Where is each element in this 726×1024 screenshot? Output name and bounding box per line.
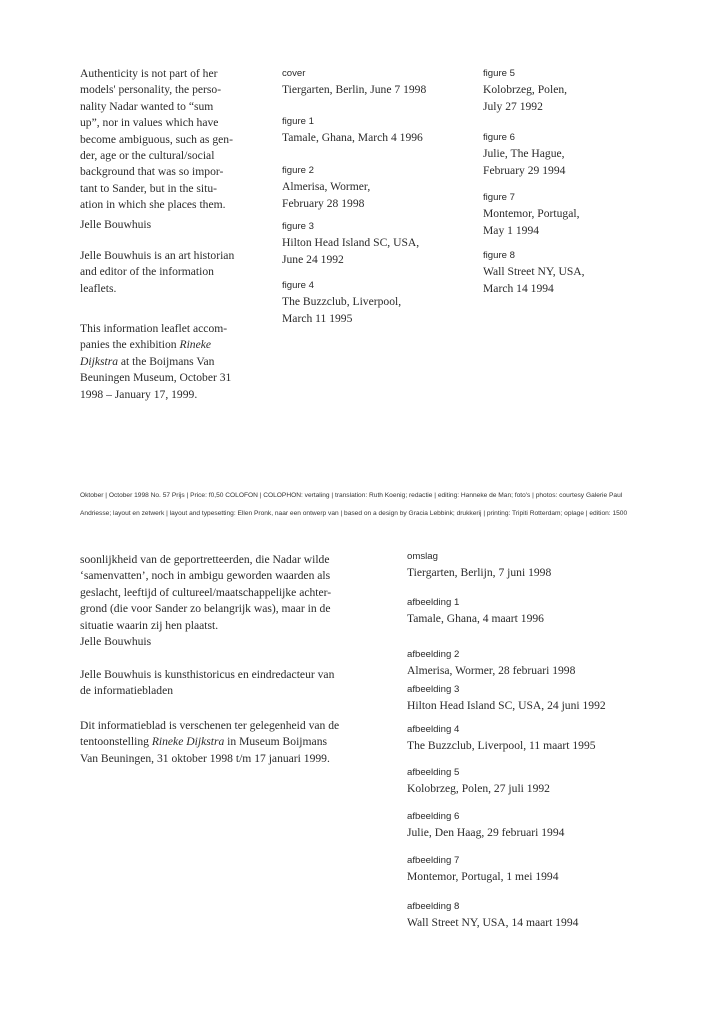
caption-figure-7 xyxy=(483,190,579,239)
caption-afbeelding-1 xyxy=(407,595,544,628)
text-line xyxy=(80,321,231,337)
caption-afbeelding-6 xyxy=(407,809,564,842)
caption-label: afbeelding 2 xyxy=(407,649,460,660)
text-line: and editor of the information xyxy=(80,265,214,279)
caption-figure-1 xyxy=(282,114,423,147)
text-line: ‘samenvatten’, noch in ambigu geworden waarden als xyxy=(80,569,331,583)
text-line: leaflets. xyxy=(80,281,117,295)
text-line: Kolobrzeg, Polen, xyxy=(483,83,568,97)
text-line: situatie waarin zij hen plaatst. xyxy=(80,618,219,632)
text-segment: at the Boijmans Van xyxy=(118,354,215,368)
text-line: ation in which she places them. xyxy=(80,198,226,212)
text-line: Julie, Den Haag, 29 februari 1994 xyxy=(407,826,565,840)
caption-afbeelding-3 xyxy=(407,682,606,715)
text-line xyxy=(80,734,339,750)
dutch-author-name xyxy=(80,634,151,650)
english-author-bio xyxy=(80,248,234,297)
text-line: models' personality, the perso- xyxy=(80,83,222,97)
text-line: de informatiebladen xyxy=(80,684,174,698)
caption-label: figure 8 xyxy=(483,250,515,261)
text-line: tant to Sander, but in the situ- xyxy=(80,181,218,195)
caption-label: afbeelding 5 xyxy=(407,767,460,778)
caption-cover xyxy=(282,66,426,99)
caption-label: figure 3 xyxy=(282,221,314,232)
text-line: Tiergarten, Berlin, June 7 1998 xyxy=(282,83,427,97)
caption-label: afbeelding 6 xyxy=(407,811,460,822)
text-line xyxy=(80,718,339,734)
english-paragraph-intro xyxy=(80,66,233,214)
caption-figure-4 xyxy=(282,278,401,327)
text-line: Wall Street NY, USA, xyxy=(483,265,585,279)
text-line: March 14 1994 xyxy=(483,281,554,295)
text-line: July 27 1992 xyxy=(483,99,543,113)
text-line: Jelle Bouwhuis is kunsthistoricus en eindredacteur van xyxy=(80,668,335,681)
text-line: Authenticity is not part of her xyxy=(80,67,218,80)
caption-label: figure 6 xyxy=(483,132,515,143)
text-line: Hilton Head Island SC, USA, xyxy=(282,236,420,250)
text-line: der, age or the cultural/social xyxy=(80,148,215,162)
caption-figure-6 xyxy=(483,130,565,179)
caption-label: omslag xyxy=(407,551,438,562)
text-line: nality Nadar wanted to “sum xyxy=(80,99,214,113)
caption-label: figure 5 xyxy=(483,68,515,79)
text-line: The Buzzclub, Liverpool, 11 maart 1995 xyxy=(407,739,596,753)
text-line: The Buzzclub, Liverpool, xyxy=(282,295,402,309)
text-line xyxy=(80,387,231,403)
text-line: Montemor, Portugal, 1 mei 1994 xyxy=(407,870,559,884)
text-line: Kolobrzeg, Polen, 27 juli 1992 xyxy=(407,782,550,796)
text-line: soonlijkheid van de geportretteerden, die Nadar wilde xyxy=(80,553,330,566)
caption-label: figure 7 xyxy=(483,192,515,203)
text-line xyxy=(80,337,231,353)
text-line: Jelle Bouwhuis xyxy=(80,635,152,648)
caption-label: cover xyxy=(282,68,306,79)
dutch-paragraph-intro xyxy=(80,552,331,634)
text-segment: 1998 – January 17, 1999. xyxy=(80,387,198,401)
text-line: geslacht, leeftijd of cultureel/maatschappelijke achter- xyxy=(80,585,332,599)
caption-figure-2 xyxy=(282,163,370,212)
english-exhibition-note xyxy=(80,321,231,403)
dutch-author-bio xyxy=(80,667,334,700)
text-line: February 29 1994 xyxy=(483,163,566,177)
text-line: June 24 1992 xyxy=(282,252,344,266)
italic-title: Rineke xyxy=(179,338,212,352)
caption-label: afbeelding 8 xyxy=(407,901,460,912)
caption-afbeelding-2 xyxy=(407,647,575,680)
text-segment: This information leaflet accom- xyxy=(80,322,228,335)
text-line: Jelle Bouwhuis is an art historian xyxy=(80,249,235,262)
italic-title: Rineke Dijkstra xyxy=(151,735,225,749)
caption-figure-8 xyxy=(483,248,585,297)
english-author-name xyxy=(80,217,151,233)
text-segment: in Museum Boijmans xyxy=(224,735,328,749)
caption-label: afbeelding 7 xyxy=(407,855,460,866)
italic-title: Dijkstra xyxy=(80,354,119,368)
text-segment: panies the exhibition xyxy=(80,338,180,352)
text-line: Tiergarten, Berlijn, 7 juni 1998 xyxy=(407,566,552,580)
caption-figure-5 xyxy=(483,66,567,115)
caption-label: figure 4 xyxy=(282,280,314,291)
text-line xyxy=(80,370,231,386)
colophon-line-2: Andriesse; layout en zetwerk | layout and typesetting: Ellen Pronk, naar een ontwerp van | based on a design by Gracia Lebbink; drukkerij | printing: Tripiti Rotterdam; oplage | edition: 1500 xyxy=(80,510,628,517)
text-line: Montemor, Portugal, xyxy=(483,207,580,221)
caption-figure-3 xyxy=(282,219,419,268)
caption-afbeelding-7 xyxy=(407,853,559,886)
text-segment: Dit informatieblad is verschenen ter gelegenheid van de xyxy=(80,719,340,732)
text-line: Almerisa, Wormer, 28 februari 1998 xyxy=(407,664,576,678)
text-line: grond (die voor Sander zo belangrijk was), maar in de xyxy=(80,602,331,616)
colophon-line-1: Oktober | October 1998 No. 57 Prijs | Price: f0,50 COLOFON | COLOPHON: vertaling | translation: Ruth Koenig; redactie | editing: Hanneke de Man; foto's | photos: courtesy Galerie Paul xyxy=(80,492,623,499)
text-line: May 1 1994 xyxy=(483,223,540,237)
text-line: Jelle Bouwhuis xyxy=(80,218,152,231)
text-segment: Van Beuningen, 31 oktober 1998 t/m 17 januari 1999. xyxy=(80,751,330,765)
caption-label: figure 1 xyxy=(282,116,314,127)
text-line: become ambiguous, such as gen- xyxy=(80,132,233,146)
caption-afbeelding-5 xyxy=(407,765,550,798)
text-line: Julie, The Hague, xyxy=(483,147,565,161)
caption-omslag xyxy=(407,549,551,582)
text-line: March 11 1995 xyxy=(282,311,353,325)
caption-label: afbeelding 4 xyxy=(407,724,460,735)
text-line: Hilton Head Island SC, USA, 24 juni 1992 xyxy=(407,699,606,713)
dutch-exhibition-note xyxy=(80,718,339,767)
text-line: up”, nor in values which have xyxy=(80,116,219,130)
caption-afbeelding-8 xyxy=(407,899,578,932)
text-line: Almerisa, Wormer, xyxy=(282,180,371,194)
caption-label: afbeelding 1 xyxy=(407,597,460,608)
text-line: background that was so impor- xyxy=(80,165,224,179)
text-line: Wall Street NY, USA, 14 maart 1994 xyxy=(407,916,579,930)
caption-label: figure 2 xyxy=(282,165,314,176)
text-segment: tentoonstelling xyxy=(80,735,152,749)
text-line: Tamale, Ghana, 4 maart 1996 xyxy=(407,612,544,626)
text-segment: Beuningen Museum, October 31 xyxy=(80,371,232,385)
caption-afbeelding-4 xyxy=(407,722,596,755)
text-line xyxy=(80,354,231,370)
text-line: Tamale, Ghana, March 4 1996 xyxy=(282,131,423,145)
text-line: February 28 1998 xyxy=(282,196,365,210)
caption-label: afbeelding 3 xyxy=(407,684,460,695)
text-line xyxy=(80,751,339,767)
